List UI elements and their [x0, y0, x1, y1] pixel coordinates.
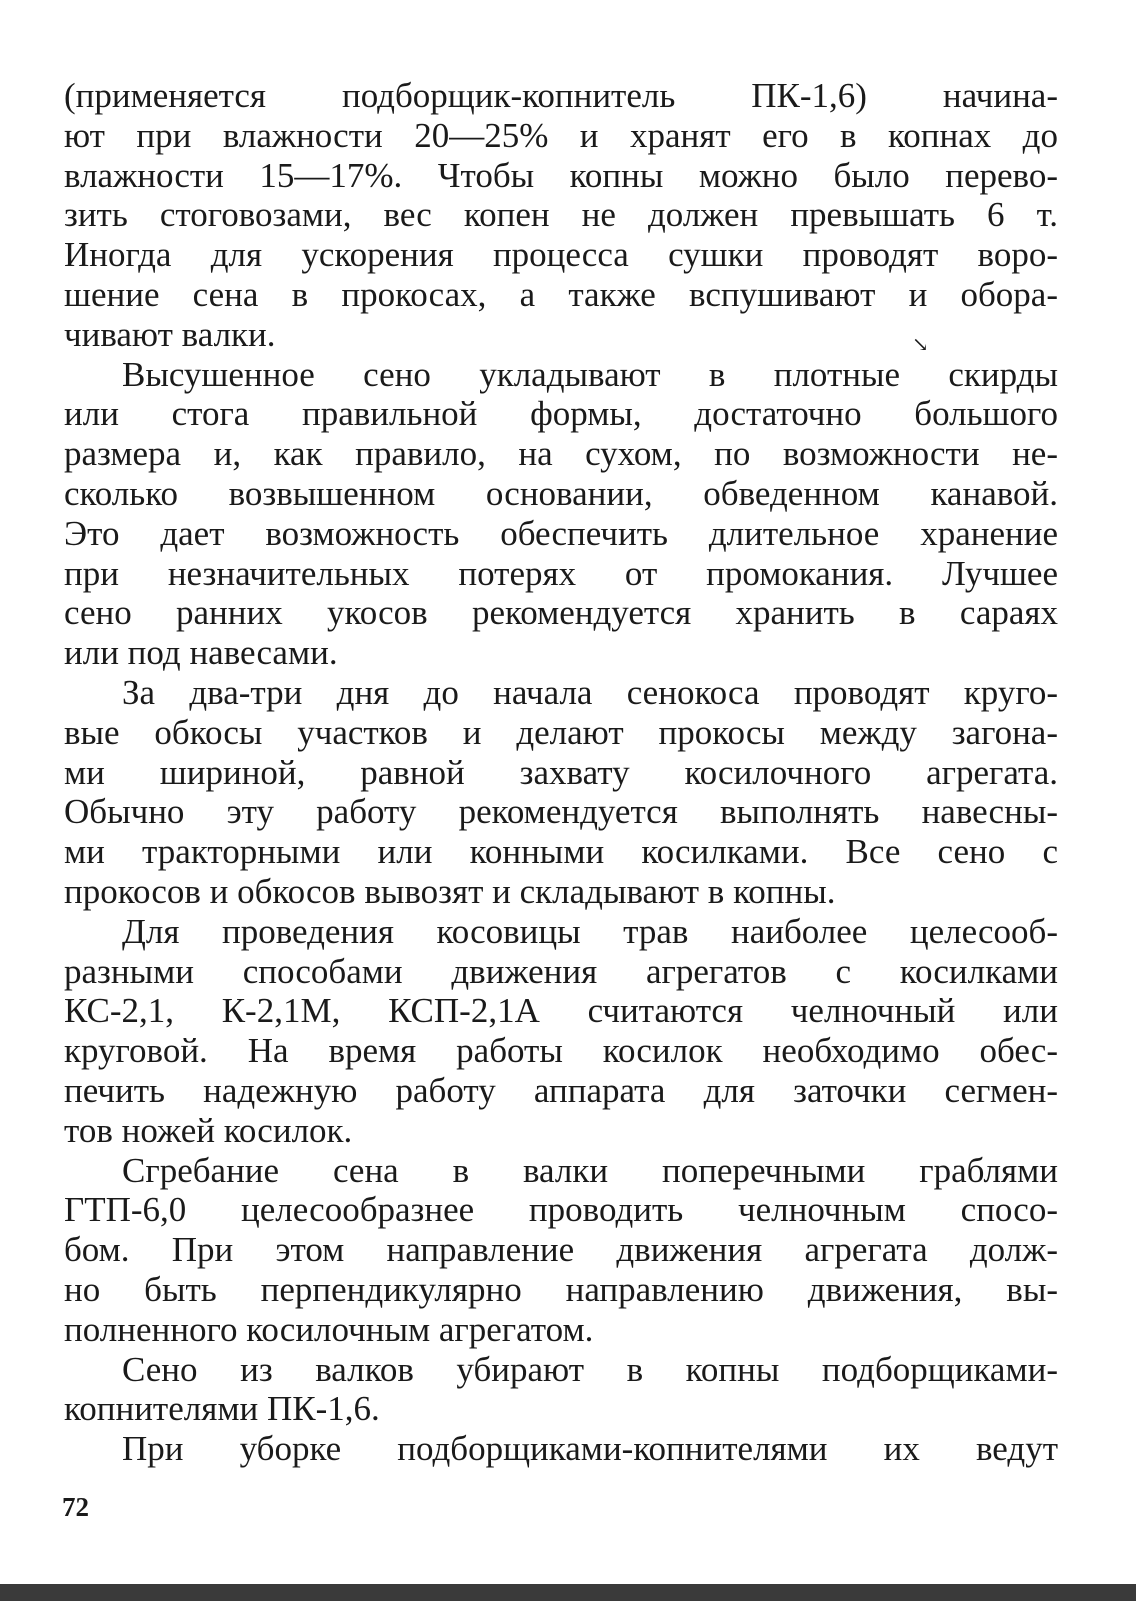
text-line: разными способами движения агрегатов с косилками [64, 951, 1058, 991]
page-text [64, 76, 1058, 1469]
text-line: Для проведения косовицы трав наиболее целесооб- [122, 911, 1058, 951]
paragraph-6 [64, 1350, 1058, 1430]
text-line: шение сена в прокосах, а также вспушивают и обора- [64, 274, 1058, 314]
paragraph-7 [64, 1429, 1058, 1469]
text-line: сколько возвышенном основании, обведенном канавой. [64, 473, 1058, 513]
text-line: сено ранних укосов рекомендуется хранить в сараях [64, 593, 1058, 633]
text-line: За два-три дня до начала сенокоса проводят круго- [122, 672, 1058, 712]
text-line: круговой. На время работы косилок необходимо обес- [64, 1031, 1058, 1071]
text-line: копнителями ПК-1,6. [64, 1389, 380, 1429]
paragraph-4 [64, 912, 1058, 1151]
text-line: Сгребание сена в валки поперечными граблями [122, 1150, 1058, 1190]
text-line: или стога правильной формы, достаточно большого [64, 394, 1058, 434]
text-line: Обычно эту работу рекомендуется выполнять навесны- [64, 792, 1058, 832]
paragraph-5 [64, 1151, 1058, 1350]
text-line: (применяется подборщик-копнитель ПК-1,6) начина- [64, 76, 1058, 115]
text-line: Это дает возможность обеспечить длительное хранение [64, 513, 1058, 553]
text-line: ми тракторными или конными косилками. Все сено с [64, 832, 1058, 872]
text-line: но быть перпендикулярно направлению движения, вы- [64, 1269, 1058, 1309]
paragraph-3 [64, 673, 1058, 912]
text-line: ют при влажности 20—25% и хранят его в копнах до [64, 115, 1058, 155]
text-line: Иногда для ускорения процесса сушки проводят воро- [64, 235, 1058, 275]
text-line: Сено из валков убирают в копны подборщиками- [122, 1349, 1058, 1389]
text-line: При уборке подборщиками-копнителями их ведут [122, 1429, 1058, 1469]
text-line: КС-2,1, К-2,1М, КСП-2,1А считаются челночный или [64, 991, 1058, 1031]
text-line: размера и, как правило, на сухом, по возможности не- [64, 434, 1058, 474]
text-line: ми шириной, равной захвату косилочного агрегата. [64, 752, 1058, 792]
text-line: зить стоговозами, вес копен не должен превышать 6 т. [64, 195, 1058, 235]
text-line: или под навесами. [64, 633, 338, 673]
text-line: влажности 15—17%. Чтобы копны можно было перево- [64, 155, 1058, 195]
text-line: печить надежную работу аппарата для заточки сегмен- [64, 1070, 1058, 1110]
text-line: при незначительных потерях от промокания. Лучшее [64, 553, 1058, 593]
text-line: чивают валки. [64, 314, 276, 354]
scan-edge-divider [0, 1584, 1136, 1601]
text-line: бом. При этом направление движения агрегата долж- [64, 1230, 1058, 1270]
text-line: тов ножей косилок. [64, 1110, 353, 1150]
paragraph-1 [64, 76, 1058, 355]
print-mark-icon: ↘ [912, 334, 929, 356]
text-line: прокосов и обкосов вывозят и складывают в копны. [64, 871, 836, 911]
page-number: 72 [62, 1492, 89, 1522]
text-line: вые обкосы участков и делают прокосы между загона- [64, 712, 1058, 752]
paragraph-2 [64, 355, 1058, 673]
text-line: Высушенное сено укладывают в плотные скирды [122, 354, 1058, 394]
text-line: ГТП-6,0 целесообразнее проводить челночным спосо- [64, 1190, 1058, 1230]
text-line: полненного косилочным агрегатом. [64, 1309, 594, 1349]
